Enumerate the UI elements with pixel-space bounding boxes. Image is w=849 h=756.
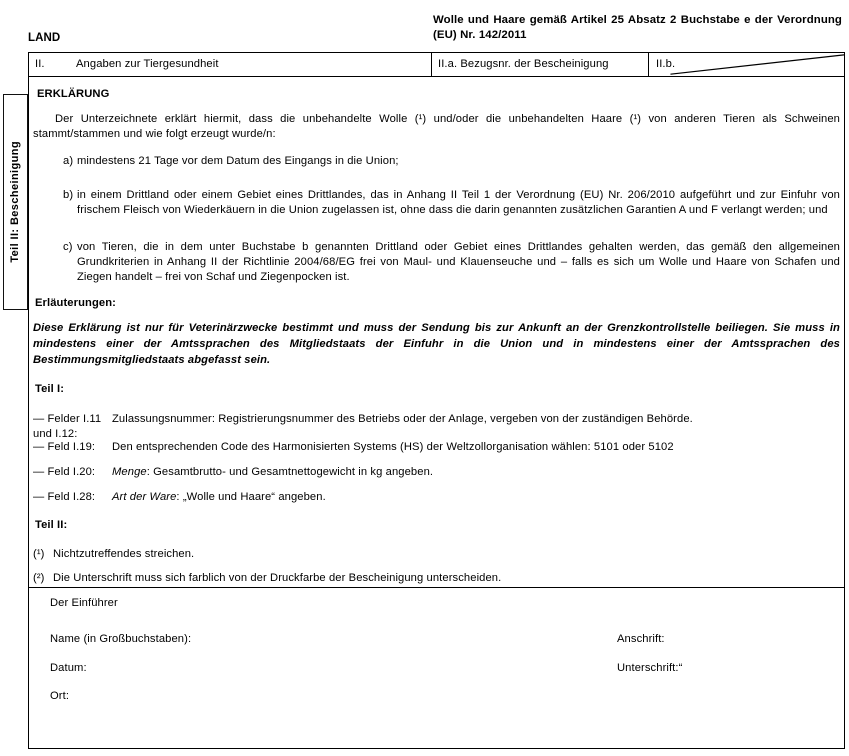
importer-heading: Der Einführer [50, 597, 118, 609]
field-note-label: — Feld I.28: [33, 491, 96, 503]
item-a-text: mindestens 21 Tage vor dem Datum des Eingangs in die Union; [77, 155, 399, 167]
item-b-marker: b) [63, 189, 74, 201]
condition-item-b [63, 188, 840, 218]
field-iib-label: II.b. [656, 58, 676, 70]
field-note-text: Zulassungsnummer: Registrierungsnummer des Betriebs oder der Anlage, vergeben von der zuständigen Behörde. [112, 413, 693, 425]
item-c-marker: c) [63, 241, 73, 253]
field-note-text: : „Wolle und Haare“ angeben. [176, 491, 326, 503]
footnote-1-marker: (¹) [33, 548, 45, 560]
diagonal-strike-line [649, 53, 844, 76]
declaration-heading: ERKLÄRUNG [37, 88, 110, 100]
field-note-row-i20 [33, 465, 841, 480]
footnote-1-text: Nichtzutreffendes streichen. [53, 548, 195, 560]
certificate-body [28, 76, 845, 749]
datum-label: Datum: [50, 662, 87, 674]
side-label: Teil II: Bescheinigung [9, 141, 21, 263]
field-iia-label: II.a. Bezugsnr. der Bescheinigung [438, 58, 609, 70]
field-note-row-i11 [33, 412, 841, 442]
field-iib-cell [648, 53, 844, 76]
unterschrift-label: Unterschrift:“ [617, 662, 683, 674]
veterinary-notice: Diese Erklärung ist nur für Veterinärzwecke bestimmt und muss der Sendung bis zur Ankunft an der Grenzkontrollstelle beiliegen. Sie muss in mindestens einer der Amtssprachen des Mitgliedstaats der Einfuhr in die Union und in mindestens einer der Amtssprachen des Bestimmungsmitgliedstaats abgefasst sein. [33, 322, 840, 366]
field-note-text: : Gesamtbrutto- und Gesamtnettogewicht in kg angeben. [146, 466, 434, 478]
item-b-text: in einem Drittland oder einem Gebiet eines Drittlandes, das in Anhang II Teil 1 der Verordnung (EU) Nr. 206/2010 aufgeführt und zur Einfuhr von frischem Fleisch von Wiederkäuern in die Union zugelassen ist, ohne dass die darin genannten zusätzlichen Garantien A und F verlangt werden; und [77, 189, 840, 216]
footnote-2-text: Die Unterschrift muss sich farblich von der Druckfarbe der Bescheinigung unterscheiden. [53, 572, 502, 584]
teil-ii-heading: Teil II: [35, 519, 68, 531]
field-note-text: Den entsprechenden Code des Harmonisierten Systems (HS) der Weltzollorganisation wählen: 5101 oder 5102 [112, 441, 674, 453]
condition-item-a [63, 154, 840, 169]
section-separator [29, 587, 844, 588]
field-note-label: — Feld I.19: [33, 441, 96, 453]
anschrift-label: Anschrift: [617, 633, 665, 645]
erlauterungen-heading: Erläuterungen: [35, 297, 116, 309]
ort-label: Ort: [50, 690, 70, 702]
field-note-em: Menge [112, 466, 147, 478]
land-label: LAND [28, 32, 61, 44]
name-label: Name (in Großbuchstaben): [50, 633, 192, 645]
item-c-text: von Tieren, die in dem unter Buchstabe b genannten Drittland oder Gebiet eines Drittlandes gehalten werden, das gemäß den allgemeinen Grundkriterien in Anhang II der Richtlinie 2004/68/EG frei von Maul- und Klauenseuche und – falls es sich um Wolle und Haare von Schafen und Ziegen handelt – frei von Schaf und Ziegenpocken ist. [77, 241, 840, 283]
reference-header-row [28, 52, 845, 77]
side-label-box [3, 94, 28, 310]
footnote-2-marker: (²) [33, 572, 45, 584]
item-a-marker: a) [63, 155, 74, 167]
field-note-row-i19 [33, 440, 841, 455]
condition-item-c [63, 240, 840, 285]
field-ii-number: II. [35, 58, 45, 70]
field-note-label: — Feld I.20: [33, 466, 96, 478]
field-iia-cell [431, 53, 648, 76]
field-note-row-i28 [33, 490, 841, 505]
teil-i-heading: Teil I: [35, 383, 65, 395]
document-title: Wolle und Haare gemäß Artikel 25 Absatz 2 Buchstabe e der Verordnung (EU) Nr. 142/2011 [433, 14, 842, 41]
field-note-em: Art der Ware [112, 491, 177, 503]
field-ii-label: Angaben zur Tiergesundheit [76, 58, 219, 70]
field-note-label: — Felder I.11 und I.12: [33, 413, 102, 440]
declaration-intro: Der Unterzeichnete erklärt hiermit, dass die unbehandelte Wolle (¹) und/oder die unbehandelten Haare (¹) von anderen Tieren als Schweinen stammt/stammen und wie folgt erzeugt wurde/n: [33, 113, 840, 140]
footnote-2 [33, 571, 840, 586]
field-ii-cell [29, 53, 431, 76]
footnote-1 [33, 547, 840, 562]
